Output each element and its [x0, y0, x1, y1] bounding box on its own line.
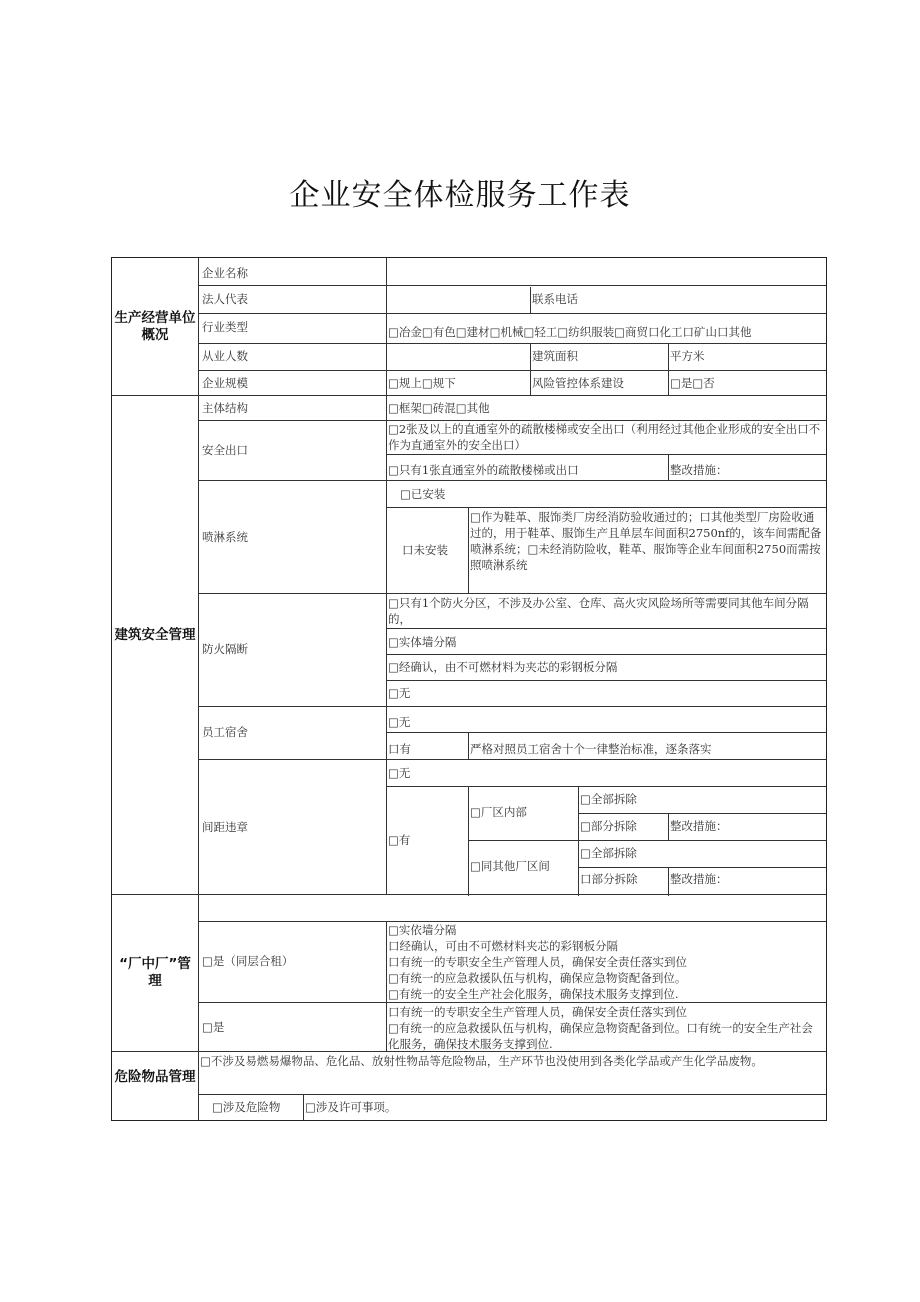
structure-options[interactable]: □框架□砖混□其他: [388, 401, 490, 415]
divider: [303, 1094, 304, 1120]
structure-label: 主体结构: [202, 401, 248, 415]
divider: [198, 258, 199, 1120]
divider: [198, 370, 826, 371]
industry-label: 行业类型: [202, 320, 248, 334]
in-factory-rectify-label: 整改措施：: [670, 819, 728, 833]
fzf-option-yes[interactable]: □是: [202, 1020, 225, 1034]
divider: [386, 628, 826, 629]
section-overview: 生产经营单位概况: [114, 310, 196, 343]
divider: [198, 313, 826, 314]
spacing-other-factory[interactable]: □同其他厂区间: [470, 859, 550, 873]
divider: [468, 787, 469, 896]
risk-system-options[interactable]: □是□否: [670, 376, 715, 390]
divider: [198, 285, 826, 286]
other-factory-rectify-label: 整改措施：: [670, 872, 728, 886]
divider: [530, 287, 531, 314]
section-building-safety: 建筑安全管理: [114, 627, 196, 643]
dorm-label: 员工宿舍: [202, 725, 248, 739]
divider: [668, 455, 669, 481]
divider: [198, 759, 826, 760]
sprinkler-label: 喷淋系统: [202, 530, 248, 544]
divider: [468, 508, 469, 593]
divider: [386, 654, 826, 655]
divider: [198, 593, 826, 594]
fzf-same-floor-detail[interactable]: □实依墙分隔 口经确认，可由不可燃材料夹芯的彩钢板分隔 口有统一的专职安全生产管理人员，确保安全责任落实到位 □有统一的应急救援队伍与机构，确保应急物资配备到位。 □有统一的安全生产社会化服务，确保技术服务支撑到位.: [388, 923, 687, 1001]
divider: [386, 680, 826, 681]
divider: [198, 1002, 826, 1003]
divider: [578, 867, 826, 868]
building-area-label: 建筑面积: [532, 349, 578, 363]
fzf-yes-detail[interactable]: 口有统一的专职安全生产管理人员，确保安全责任落实到位 □有统一的应急救援队伍与机构，确保应急物资配备到位。口有统一的安全生产社会化服务，确保技术服务支撑到位.: [388, 1005, 813, 1051]
exit-option-single[interactable]: □只有1张直通室外的疏散楼梯或出口: [388, 463, 579, 477]
divider: [198, 343, 826, 344]
sqm-unit: 平方米: [670, 349, 705, 363]
scale-label: 企业规模: [202, 376, 248, 390]
scale-options[interactable]: □规上□规下: [388, 376, 456, 390]
divider: [668, 868, 669, 896]
divider: [386, 732, 826, 733]
sprinkler-installed[interactable]: □已安装: [400, 487, 446, 501]
inspection-form: [111, 257, 827, 1121]
spacing-label: 间距违章: [202, 820, 248, 834]
industry-options[interactable]: □冶金□有色□建材□机械□轻工□纺织服装□商贸口化工口矿山口其他: [388, 325, 752, 339]
sprinkler-detail[interactable]: □作为鞋革、服饰类厂房经消防验收通过的；口其他类型厂房险收通过的，用于鞋革、服饰生产且单层车间面积2750nf的，该车间需配备喷淋系统；□未经消防险收，鞋革、服饰等企业车间面积2750而需按照喷淋系统: [470, 510, 822, 572]
hazard-option-permit[interactable]: □涉及许可事项。: [305, 1100, 397, 1114]
divider: [578, 813, 826, 814]
spacing-option-has[interactable]: □有: [388, 833, 411, 847]
fire-sep-option-single-zone[interactable]: □只有1个防火分区，不涉及办公室、仓库、高火灾风险场所等需要同其他车间分隔的，: [388, 596, 809, 626]
divider: [112, 894, 826, 895]
divider: [386, 258, 387, 894]
divider: [386, 786, 826, 787]
divider: [198, 706, 826, 707]
exit-label: 安全出口: [202, 443, 248, 457]
risk-system-label: 风险管控体系建设: [532, 376, 624, 390]
hazard-option-none[interactable]: □不涉及易燃易爆物品、危化品、放射性物品等危险物品，生产环节也没使用到各类化学品或产生化学品废物。: [200, 1054, 763, 1068]
fire-separation-label: 防火隔断: [202, 642, 248, 656]
fzf-option-same-floor[interactable]: □是（同层合租）: [202, 954, 294, 968]
divider: [468, 840, 826, 841]
divider: [386, 454, 826, 455]
other-factory-part-demolish[interactable]: 口部分拆除: [580, 872, 638, 886]
section-factory-in-factory: “厂中厂”管理: [119, 956, 191, 989]
divider: [198, 480, 826, 481]
fire-sep-option-panel[interactable]: □经确认，由不可燃材料为夹芯的彩钢板分隔: [388, 660, 618, 674]
phone-label: 联系电话: [532, 292, 578, 306]
fire-sep-option-none[interactable]: □无: [388, 686, 411, 700]
dorm-option-has[interactable]: 口有: [388, 742, 411, 756]
sprinkler-not-installed[interactable]: 口未安装: [402, 543, 448, 557]
divider: [112, 395, 826, 396]
divider: [386, 921, 387, 1051]
employees-label: 从业人数: [202, 349, 248, 363]
section-hazardous-goods: 危险物品管理: [114, 1069, 196, 1085]
other-factory-all-demolish[interactable]: □全部拆除: [580, 846, 637, 860]
divider: [198, 1094, 826, 1095]
legal-rep-label: 法人代表: [202, 292, 248, 306]
exit-rectify-label: 整改措施：: [670, 463, 728, 477]
in-factory-all-demolish[interactable]: □全部拆除: [580, 792, 637, 806]
divider: [578, 787, 579, 896]
in-factory-part-demolish[interactable]: □部分拆除: [580, 819, 637, 833]
dorm-note: 严格对照员工宿舍十个一律整治标准，逐条落实: [470, 742, 712, 756]
page-title: 企业安全体检服务工作表: [289, 178, 631, 213]
dorm-option-none[interactable]: □无: [388, 715, 411, 729]
exit-option-multiple[interactable]: □2张及以上的直通室外的疏散楼梯或安全出口（利用经过其他企业形成的安全出口不作为直通室外的安全出口）: [388, 422, 821, 452]
spacing-in-factory[interactable]: □厂区内部: [470, 805, 527, 819]
divider: [668, 814, 669, 840]
spacing-option-none[interactable]: □无: [388, 766, 411, 780]
fire-sep-option-wall[interactable]: □实体墙分隔: [388, 635, 457, 649]
company-name-label: 企业名称: [202, 266, 248, 280]
divider: [468, 733, 469, 759]
divider: [386, 507, 826, 508]
hazard-option-involves[interactable]: □涉及危险物: [212, 1100, 281, 1114]
